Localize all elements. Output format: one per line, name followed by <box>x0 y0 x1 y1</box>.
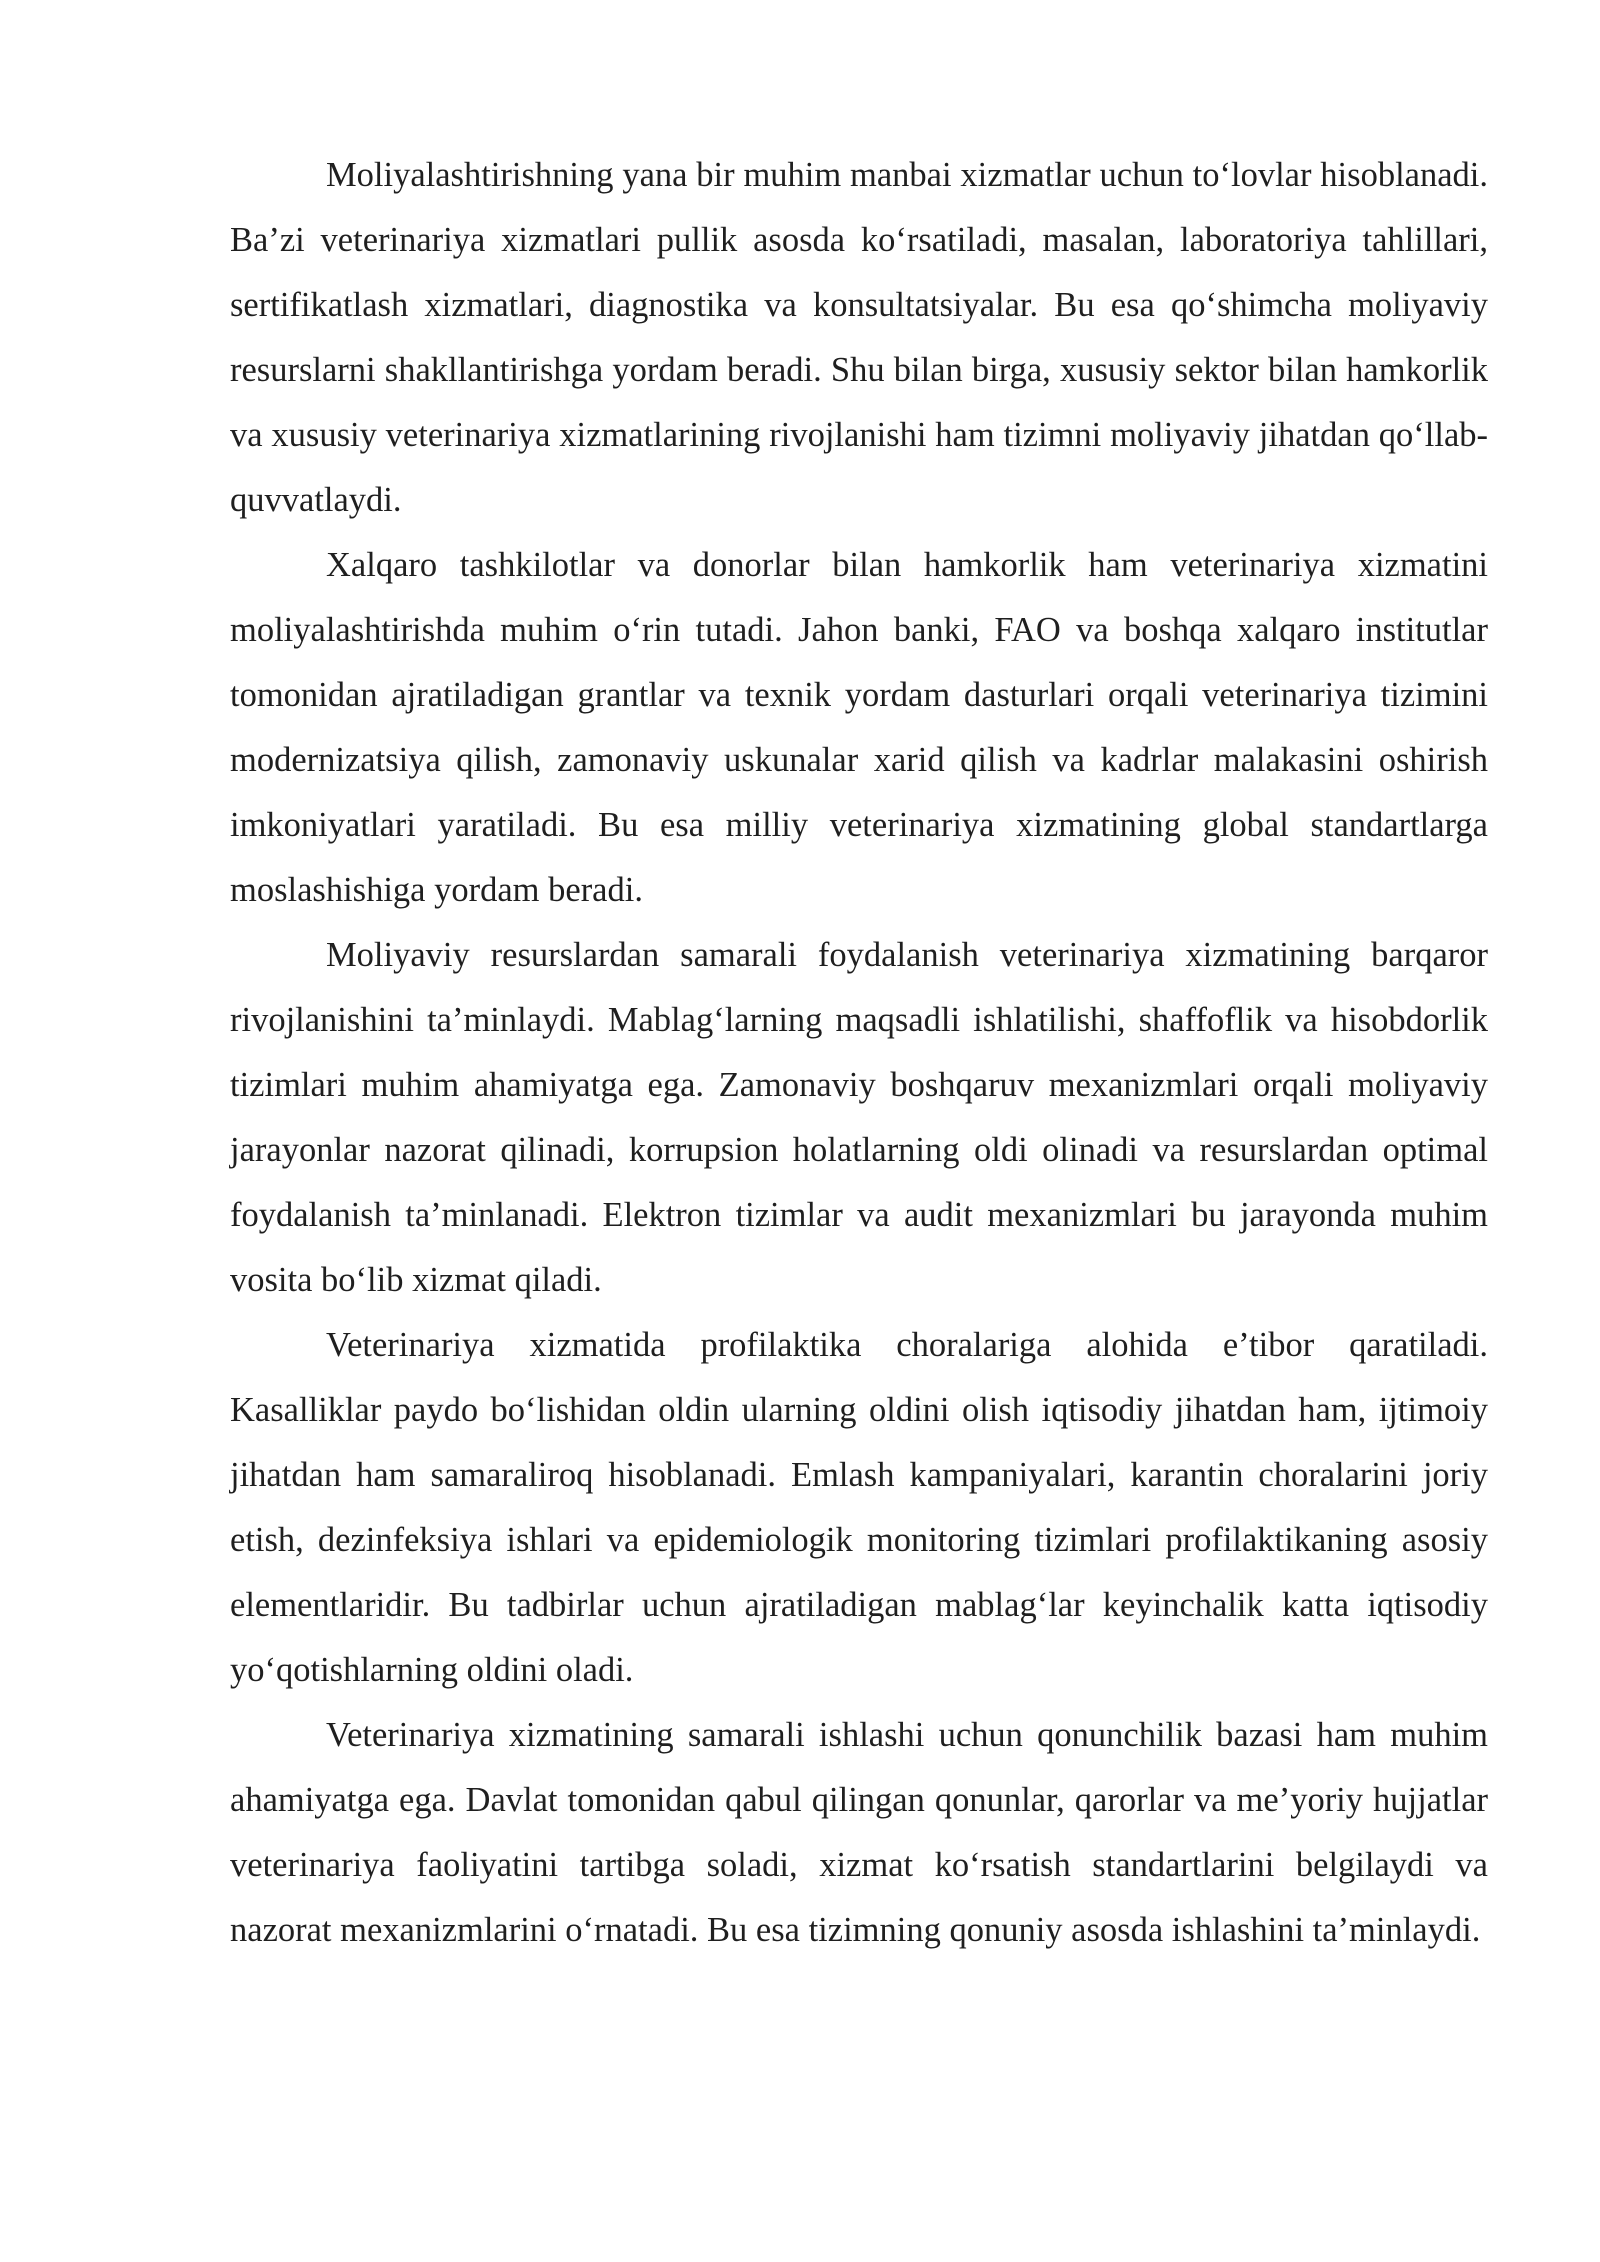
paragraph: Veterinariya xizmatining samarali ishlashi uchun qonunchilik bazasi ham muhim ahamiyatga ega. Davlat tomonidan qabul qilingan qonunlar, qarorlar va me’yoriy hujjatlar veterinariya faoliyatini tartibga soladi, xizmat ko‘rsatish standartlarini belgilaydi va nazorat mexanizmlarini o‘rnatadi. Bu esa tizimning qonuniy asosda ishlashini ta’minlaydi. <box>230 1716 1488 1949</box>
document-body <box>230 143 1488 1963</box>
paragraph: Moliyaviy resurslardan samarali foydalanish veterinariya xizmatining barqaror rivojlanishini ta’minlaydi. Mablag‘larning maqsadli ishlatilishi, shaffoflik va hisobdorlik tizimlari muhim ahamiyatga ega. Zamonaviy boshqaruv mexanizmlari orqali moliyaviy jarayonlar nazorat qilinadi, korrupsion holatlarning oldi olinadi va resurslardan optimal foydalanish ta’minlanadi. Elektron tizimlar va audit mexanizmlari bu jarayonda muhim vosita bo‘lib xizmat qiladi. <box>230 936 1488 1299</box>
paragraph: Xalqaro tashkilotlar va donorlar bilan hamkorlik ham veterinariya xizmatini moliyalashtirishda muhim o‘rin tutadi. Jahon banki, FAO va boshqa xalqaro institutlar tomonidan ajratiladigan grantlar va texnik yordam dasturlari orqali veterinariya tizimini modernizatsiya qilish, zamonaviy uskunalar xarid qilish va kadrlar malakasini oshirish imkoniyatlari yaratiladi. Bu esa milliy veterinariya xizmatining global standartlarga moslashishiga yordam beradi. <box>230 546 1488 909</box>
paragraph: Veterinariya xizmatida profilaktika choralariga alohida e’tibor qaratiladi. Kasalliklar paydo bo‘lishidan oldin ularning oldini olish iqtisodiy jihatdan ham, ijtimoiy jihatdan ham samaraliroq hisoblanadi. Emlash kampaniyalari, karantin choralarini joriy etish, dezinfeksiya ishlari va epidemiologik monitoring tizimlari profilaktikaning asosiy elementlaridir. Bu tadbirlar uchun ajratiladigan mablag‘lar keyinchalik katta iqtisodiy yo‘qotishlarning oldini oladi. <box>230 1326 1488 1689</box>
paragraph: Moliyalashtirishning yana bir muhim manbai xizmatlar uchun to‘lovlar hisoblanadi. Ba’zi veterinariya xizmatlari pullik asosda ko‘rsatiladi, masalan, laboratoriya tahlillari, sertifikatlash xizmatlari, diagnostika va konsultatsiyalar. Bu esa qo‘shimcha moliyaviy resurslarni shakllantirishga yordam beradi. Shu bilan birga, xususiy sektor bilan hamkorlik va xususiy veterinariya xizmatlarining rivojlanishi ham tizimni moliyaviy jihatdan qo‘llab-quvvatlaydi. <box>230 156 1488 519</box>
